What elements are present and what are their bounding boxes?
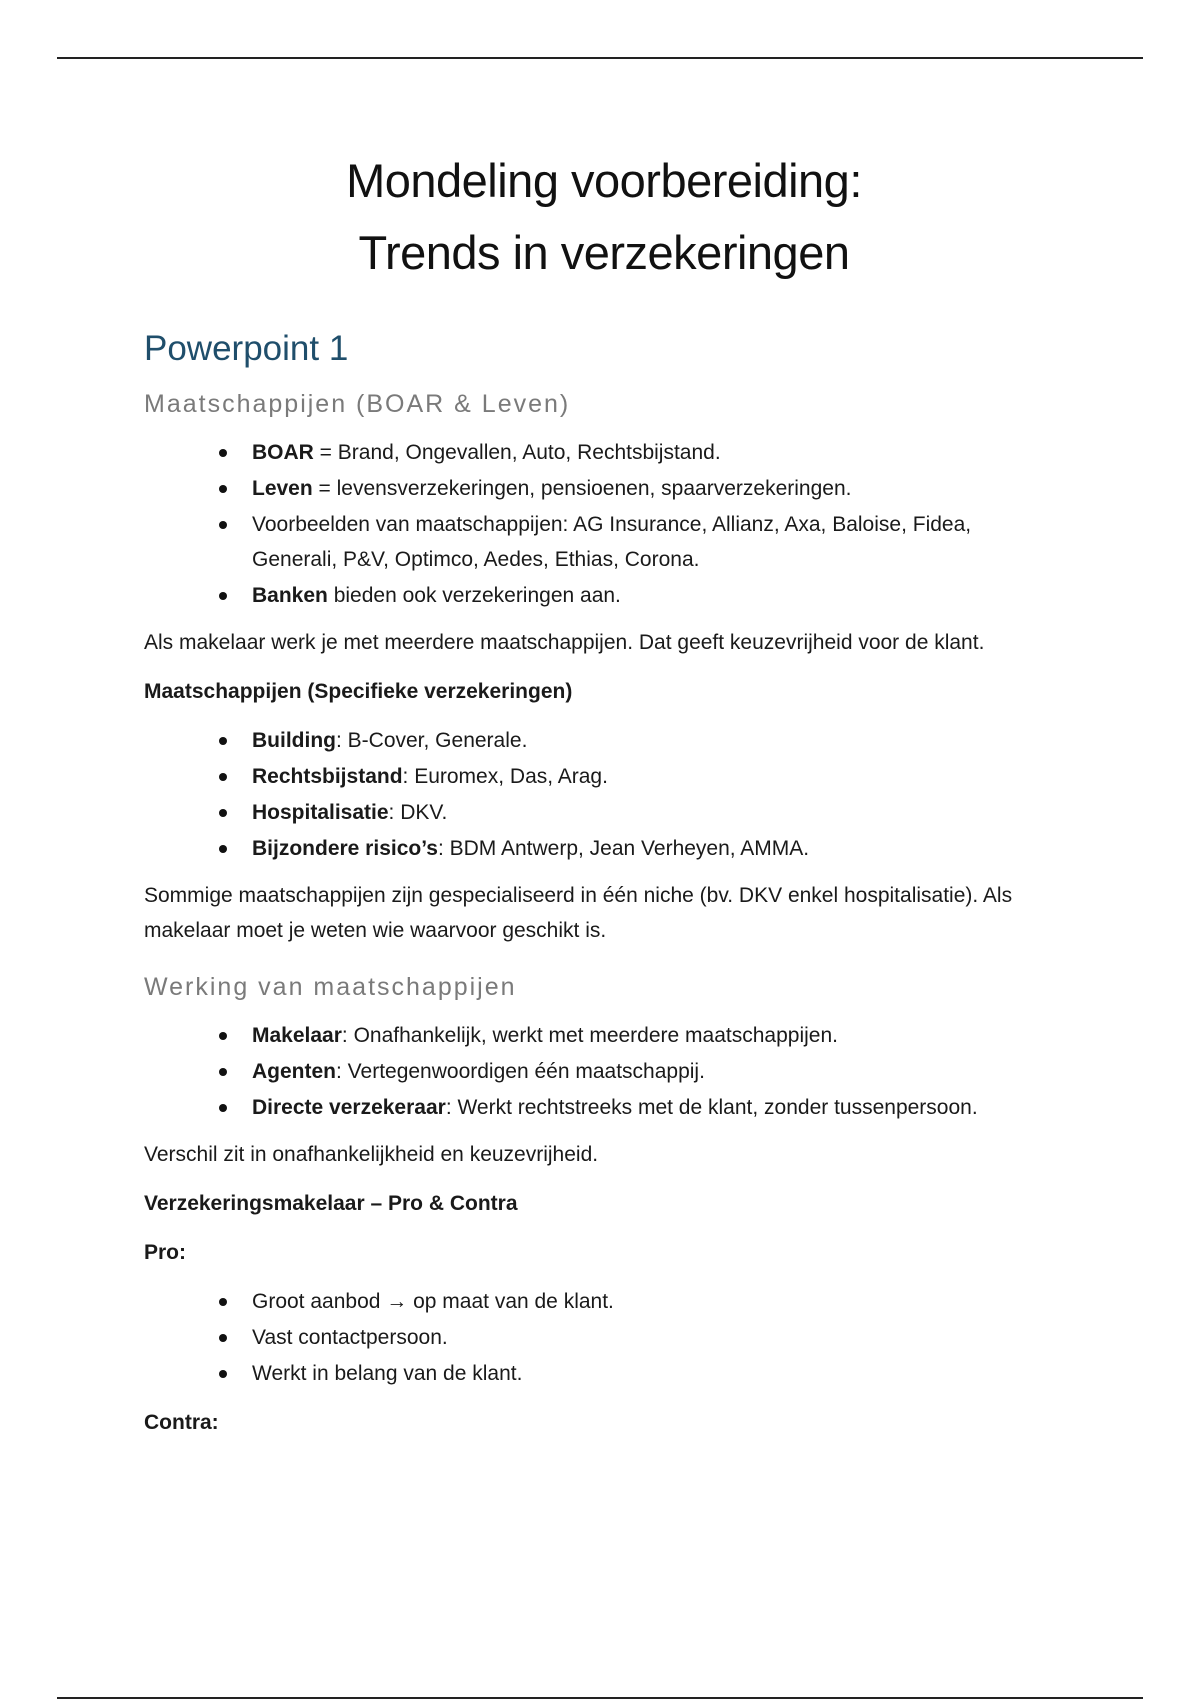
list-item-term: Leven — [252, 477, 313, 500]
makelaar-paragraph: Als makelaar werk je met meerdere maatschappijen. Dat geeft keuzevrijheid voor de klant. — [144, 631, 985, 654]
document-title — [144, 145, 1064, 289]
list-item — [252, 723, 1064, 758]
list-item — [252, 471, 1064, 506]
list-item — [252, 507, 1064, 577]
list-item — [252, 435, 1064, 470]
list-item-text: : Onafhankelijk, werkt met meerdere maatschappijen. — [341, 1024, 838, 1047]
list-item — [252, 759, 1064, 794]
list-item-text: : B-Cover, Generale. — [335, 729, 528, 752]
list-item: Vast contactpersoon. — [252, 1320, 1064, 1355]
list-item: Werkt in belang van de klant. — [252, 1356, 1064, 1391]
contra-label: Contra: — [144, 1411, 219, 1434]
list-item — [252, 578, 1064, 613]
list-item-term: Building — [252, 729, 336, 752]
list-item-text: : DKV. — [388, 801, 448, 824]
list-item — [252, 1090, 1064, 1125]
subheading-werking: Werking van maatschappijen — [144, 973, 517, 1001]
list-item-text: Voorbeelden van maatschappijen: AG Insurance, Allianz, Axa, Baloise, Fidea, Generali, P&V, Optimco, Aedes, Ethias, Corona. — [252, 513, 972, 571]
list-item-term: Banken — [252, 584, 328, 607]
list-item-text: : BDM Antwerp, Jean Verheyen, AMMA. — [437, 837, 810, 860]
procon-heading: Verzekeringsmakelaar – Pro & Contra — [144, 1192, 518, 1215]
list-item: Groot aanbod → op maat van de klant. — [252, 1284, 1064, 1319]
list-item — [252, 795, 1064, 830]
list-item-text: bieden ook verzekeringen aan. — [327, 584, 621, 607]
section-heading: Powerpoint 1 — [144, 329, 349, 368]
document-page — [144, 145, 1064, 1440]
specific-list — [144, 723, 1064, 866]
verschil-paragraph: Verschil zit in onafhankelijkheid en keuzevrijheid. — [144, 1143, 599, 1166]
boar-leven-list — [144, 435, 1064, 613]
title-line-1: Mondeling voorbereiding: — [346, 154, 862, 207]
list-item-text: = Brand, Ongevallen, Auto, Rechtsbijstand. — [313, 441, 721, 464]
specific-heading: Maatschappijen (Specifieke verzekeringen) — [144, 680, 573, 703]
list-item — [252, 1054, 1064, 1089]
werking-list — [144, 1018, 1064, 1125]
list-item-term: Agenten — [252, 1060, 336, 1083]
niche-paragraph: Sommige maatschappijen zijn gespecialiseerd in één niche (bv. DKV enkel hospitalisatie). Als makelaar moet je weten wie waarvoor geschikt is. — [144, 884, 1013, 942]
list-item-term: Directe verzekeraar — [252, 1096, 446, 1119]
top-rule — [57, 57, 1143, 59]
list-item-text: : Werkt rechtstreeks met de klant, zonder tussenpersoon. — [445, 1096, 978, 1119]
list-item-term: BOAR — [252, 441, 314, 464]
list-item-term: Bijzondere risico’s — [252, 837, 438, 860]
list-item-text: : Vertegenwoordigen één maatschappij. — [336, 1060, 705, 1083]
list-item — [252, 1018, 1064, 1053]
pro-list — [144, 1284, 1064, 1391]
pro-label: Pro: — [144, 1241, 186, 1264]
list-item-term: Makelaar — [252, 1024, 342, 1047]
list-item-text: = levensverzekeringen, pensioenen, spaarverzekeringen. — [312, 477, 852, 500]
list-item-term: Hospitalisatie — [252, 801, 389, 824]
list-item — [252, 831, 1064, 866]
subheading-boar-leven: Maatschappijen (BOAR & Leven) — [144, 390, 571, 418]
list-item-term: Rechtsbijstand — [252, 765, 403, 788]
title-line-2: Trends in verzekeringen — [358, 226, 850, 279]
bottom-rule — [57, 1697, 1143, 1699]
list-item-text: : Euromex, Das, Arag. — [402, 765, 608, 788]
